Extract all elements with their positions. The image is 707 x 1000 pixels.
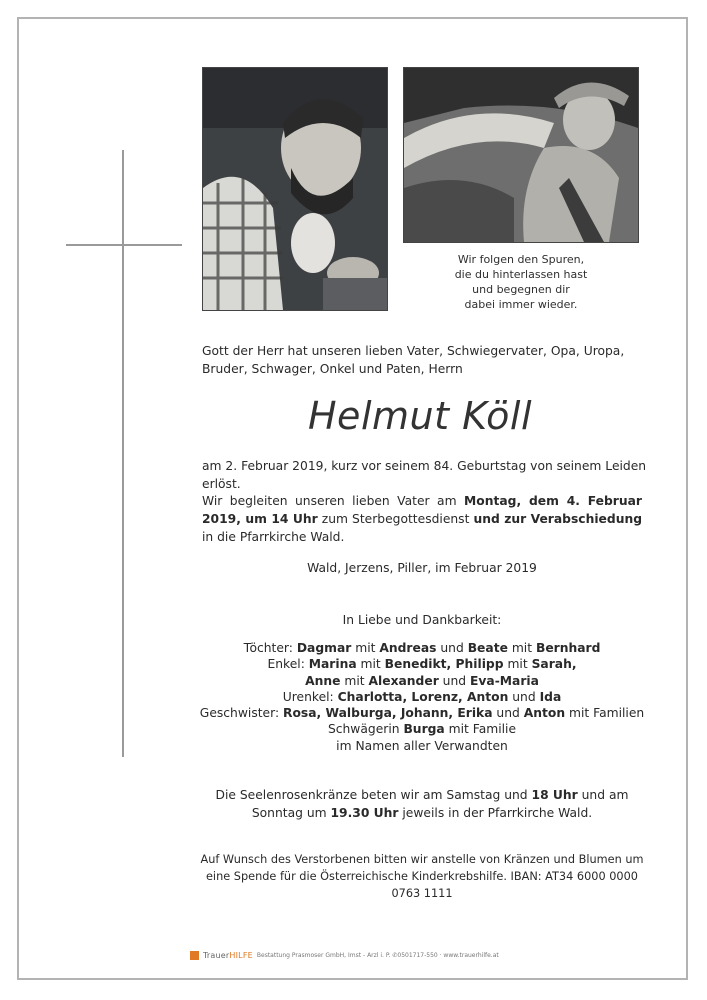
- service-farewell: und zur Verabschiedung: [473, 512, 642, 526]
- funeral-service-text: [202, 492, 642, 546]
- brand-name: TrauerHILFE: [203, 951, 253, 960]
- thanks-heading: In Liebe und Dankbarkeit:: [342, 613, 502, 627]
- quote-line: die du hinterlassen hast: [454, 268, 588, 281]
- service-text: Wir begleiten unseren lieben Vater am: [202, 494, 465, 508]
- family-line-daughters: Töchter: Dagmar mit Andreas und Beate mit Bernhard: [243, 641, 601, 655]
- family-line-sister-in-law: Schwägerin Burga mit Familie: [327, 722, 517, 737]
- cross-vertical-bar: [122, 150, 124, 757]
- service-text: in die Pfarrkirche Wald.: [202, 530, 345, 544]
- service-text: zum Sterbegottesdienst: [317, 512, 474, 526]
- donation-notice: Auf Wunsch des Verstorbenen bitten wir anstelle von Kränzen und Blumen um eine Spende für die Österreichische Kinderkrebshilfe. IBAN: AT34 6000 0000 0763 1111: [200, 853, 644, 900]
- quote-line: Wir folgen den Spuren,: [457, 253, 585, 266]
- portrait-photo: [202, 67, 388, 311]
- service-date: Montag, dem 4. Februar 2019, um 14 Uhr: [202, 494, 642, 526]
- quote-line: dabei immer wieder.: [464, 298, 578, 311]
- family-line-relatives: im Namen aller Verwandten: [336, 738, 508, 753]
- intro-text: Gott der Herr hat unseren lieben Vater, Schwiegervater, Opa, Uropa, Bruder, Schwager, Onkel und Paten, Herrn: [202, 344, 625, 376]
- place-date: Wald, Jerzens, Piller, im Februar 2019: [307, 561, 537, 575]
- quote-line: und begegnen dir: [472, 283, 570, 296]
- carving-photo: [403, 67, 639, 243]
- family-line-grandchildren: Enkel: Marina mit Benedikt, Philipp mit Sarah,: [267, 657, 577, 672]
- death-notice: am 2. Februar 2019, kurz vor seinem 84. Geburtstag von seinem Leiden erlöst.: [202, 459, 647, 491]
- memorial-quote: [410, 252, 632, 312]
- cross-horizontal-bar: [66, 244, 182, 246]
- family-line-grandchildren-2: Anne mit Alexander und Eva-Maria: [305, 673, 539, 688]
- family-list: [190, 640, 654, 754]
- family-line-great-grandchildren: Urenkel: Charlotta, Lorenz, Anton und Ida: [282, 689, 562, 704]
- footer: [190, 951, 550, 960]
- rosary-notice: Die Seelenrosenkränze beten wir am Samstag und 18 Uhr und am Sonntag um 19.30 Uhr jeweils in der Pfarrkirche Wald.: [215, 788, 629, 820]
- family-line-siblings: Geschwister: Rosa, Walburga, Johann, Erika und Anton mit Familien: [199, 706, 645, 721]
- footer-text: Bestattung Prasmoser GmbH, Imst - Arzl i. P. ✆0501717-550 · www.trauerhilfe.at: [256, 952, 499, 959]
- deceased-name: Helmut Köll: [307, 394, 533, 438]
- trauerhilfe-logo-icon: [190, 951, 199, 960]
